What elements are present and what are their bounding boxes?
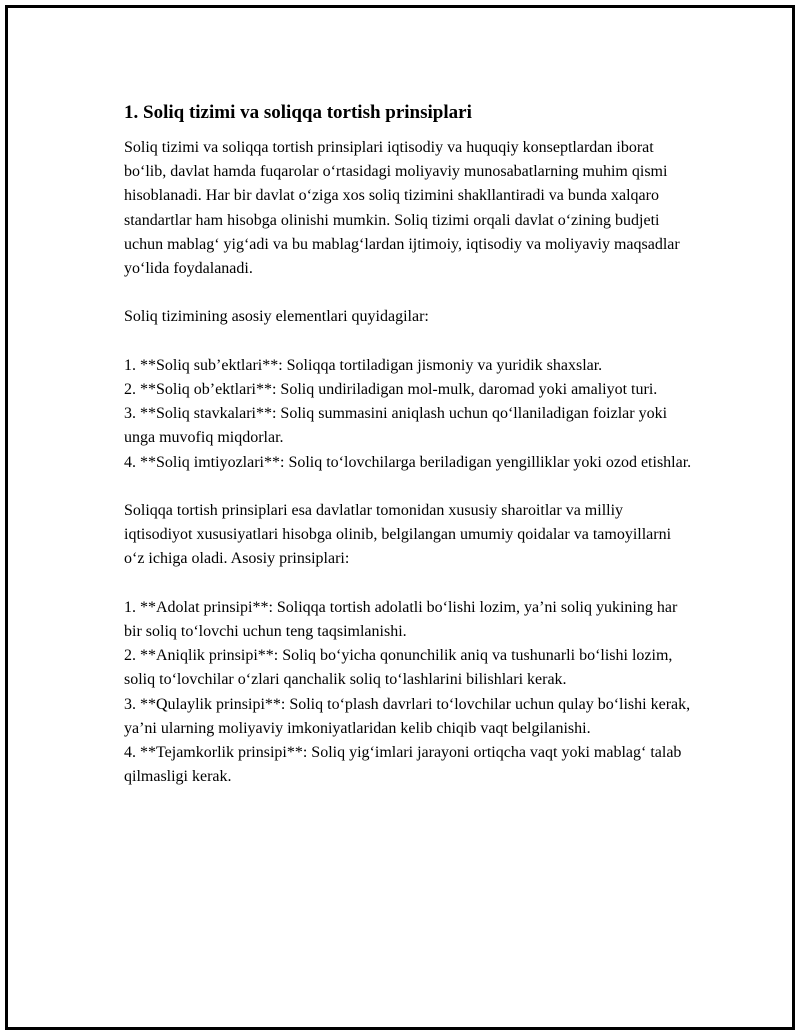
elements-intro: Soliq tizimining asosiy elementlari quyidagilar: [124, 308, 429, 326]
list-item: 1. **Adolat prinsipi**: Soliqqa tortish adolatli bo‘lishi lozim, ya’ni soliq yukining har bir soliq to‘lovchi uchun teng taqsimlanishi. [124, 598, 678, 640]
list-item: 4. **Tejamkorlik prinsipi**: Soliq yig‘imlari jarayoni ortiqcha vaqt yoki mablag‘ talab qilmasligi kerak. [124, 744, 682, 786]
document-body [120, 100, 694, 814]
principles-list [120, 596, 694, 790]
list-item: 2. **Soliq ob’ektlari**: Soliq undiriladigan mol-mulk, daromad yoki amaliyot turi. [124, 381, 658, 398]
list-item: 3. **Soliq stavkalari**: Soliq summasini aniqlash uchun qo‘llaniladigan foizlar yoki unga muvofiq miqdorlar. [124, 405, 668, 447]
intro-paragraph: Soliq tizimi va soliqqa tortish prinsiplari iqtisodiy va huquqiy konseptlardan iborat bo‘lib, davlat hamda fuqarolar o‘rtasidagi moliyaviy munosabatlarning muhim qismi hisoblanadi. Har bir davlat o‘ziga xos soliq tizimini shakllantiradi va bunda xalqaro standartlar ham hisobga olinishi mumkin. Soliq tizimi orqali davlat o‘zining budjeti uchun mablag‘ yig‘adi va bu mablag‘lardan ijtimoiy, iqtisodiy va moliyaviy maqsadlar yo‘lida foydalanadi. [124, 139, 680, 278]
list-item: 3. **Qulaylik prinsipi**: Soliq to‘plash davrlari to‘lovchilar uchun qulay bo‘lishi kerak, ya’ni ularning moliyaviy imkoniyatlaridan kelib chiqib vaqt belgilanishi. [124, 695, 691, 737]
page-frame [5, 5, 795, 1030]
list-item: 1. **Soliq sub’ektlari**: Soliqqa tortiladigan jismoniy va yuridik shaxslar. [124, 356, 603, 374]
section-heading: 1. Soliq tizimi va soliqqa tortish prinsiplari [124, 102, 472, 123]
principles-intro: Soliqqa tortish prinsiplari esa davlatlar tomonidan xususiy sharoitlar va milliy iqtisodiyot xususiyatlari hisobga olinib, belgilangan umumiy qoidalar va tamoyillarni o‘z ichiga oladi. Asosiy prinsiplari: [124, 502, 672, 568]
list-item: 4. **Soliq imtiyozlari**: Soliq to‘lovchilarga beriladigan yengilliklar yoki ozod etishlar. [124, 453, 692, 471]
list-item: 2. **Aniqlik prinsipi**: Soliq bo‘yicha qonunchilik aniq va tushunarli bo‘lishi lozim, soliq to‘lovchilar o‘zlari qanchalik soliq to‘lashlarini bilishlari kerak. [124, 647, 673, 689]
elements-list [120, 354, 694, 475]
